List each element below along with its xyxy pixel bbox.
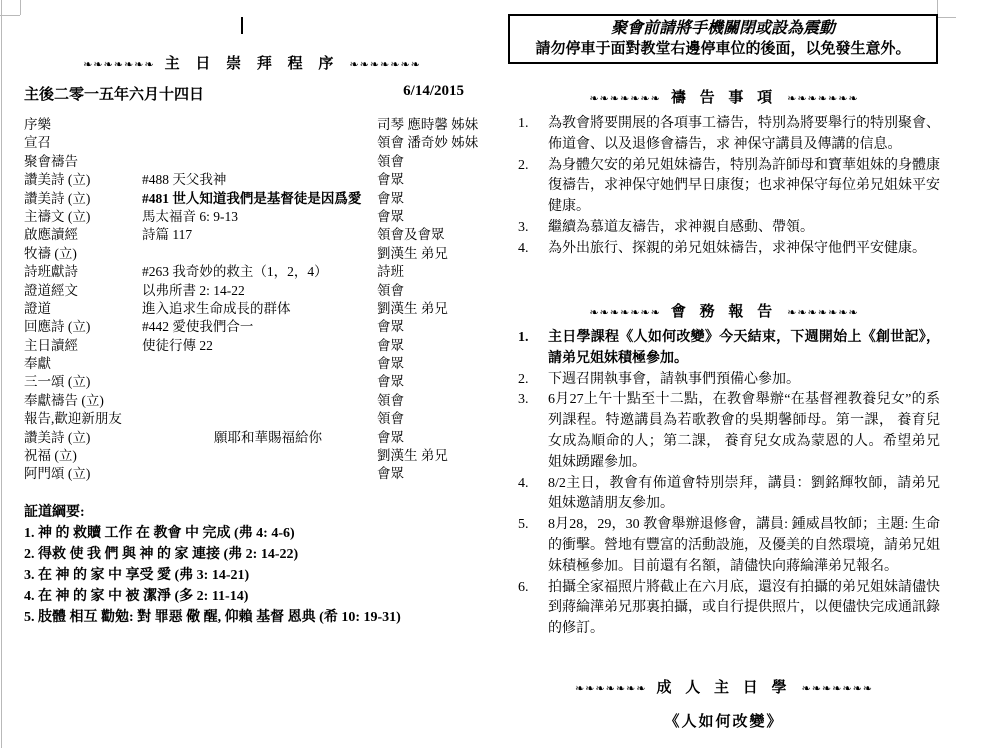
announcement-item <box>518 328 940 370</box>
program-item-detail: 使徒行傳 22 <box>142 337 213 353</box>
sermon-outline-points <box>24 523 480 628</box>
announcement-item <box>518 474 940 516</box>
program-item-label: 三一頌 (立) <box>24 374 91 390</box>
date-western: 6/14/2015 <box>403 83 464 99</box>
program-item-detail <box>142 447 377 465</box>
program-item-person: 會眾 <box>377 374 404 390</box>
program-item-person: 會眾 <box>377 319 404 335</box>
notice-box <box>508 14 938 64</box>
program-item-label: 啟應讀經 <box>24 227 78 243</box>
announcement-item <box>518 515 940 577</box>
program-item-detail: 馬太福音 6: 9-13 <box>142 208 238 224</box>
program-item-detail <box>142 465 377 483</box>
program-item-label: 宣召 <box>24 135 51 151</box>
announcements-list <box>518 328 940 640</box>
program-item-person: 會眾 <box>377 429 404 445</box>
notice-parking: 請勿停車于面對教堂右邊停車位的後面，以免發生意外。 <box>535 41 911 57</box>
program-item-person: 會眾 <box>377 190 404 206</box>
worship-program-title <box>24 52 480 73</box>
ornament-left-icon: ❧❧❧❧❧❧❧ <box>83 58 155 71</box>
program-item-label: 證道經文 <box>24 282 78 298</box>
program-item-person: 會眾 <box>377 208 404 224</box>
program-item-detail: #488 天父我神 <box>142 172 227 188</box>
sunday-school-heading-text: 成 人 主 日 學 <box>656 680 792 696</box>
date-line <box>24 83 464 104</box>
program-item-label: 聚會禱告 <box>24 153 78 169</box>
program-item-detail <box>142 373 377 391</box>
sunday-school-book-title: 《人如何改變》 <box>664 714 784 730</box>
program-item-person: 詩班 <box>377 264 404 280</box>
program-item-person: 會眾 <box>377 172 404 188</box>
program-item-label: 序樂 <box>24 117 51 132</box>
program-item-detail: #263 我奇妙的救主（1，2，4） <box>142 264 328 280</box>
item-text: 拍攝全家福照片將截止在六月底，還沒有拍攝的弟兄姐妹請儘快到蔣綸澕弟兄那裏拍攝，或自行提供照片，以便儘快完成通訊錄的修訂。 <box>548 579 940 637</box>
program-table <box>24 116 480 484</box>
program-item-person: 劉漢生 弟兄 <box>377 245 448 261</box>
item-number: 4. <box>518 240 529 256</box>
item-text: 主日學課程《人如何改變》今天結束，下週開始上《創世記》，請弟兄姐妹積極參加。 <box>548 330 940 366</box>
program-item-label: 主日讀經 <box>24 337 78 353</box>
program-row <box>24 447 480 465</box>
item-text: 下週召開執事會，請執事們預備心參加。 <box>548 371 800 387</box>
program-item-detail <box>142 410 377 428</box>
program-item-person: 領會 <box>377 153 404 169</box>
item-number: 1. <box>518 116 529 131</box>
program-row <box>24 190 480 208</box>
program-item-label: 阿門頌 (立) <box>24 466 91 482</box>
page-title: 主 日 崇 拜 程 序 <box>164 56 340 72</box>
ornament-left-icon: ❧❧❧❧❧❧❧ <box>589 306 661 319</box>
program-row <box>24 465 480 483</box>
sermon-point: 2. 得救 使 我 們 與 神 的 家 連接 (弗 2: 14-22) <box>24 547 299 562</box>
program-row <box>24 226 480 244</box>
program-item-person: 會眾 <box>377 466 404 482</box>
program-item-label: 讚美詩 (立) <box>24 172 91 188</box>
program-item-person: 領會及會眾 <box>377 227 445 243</box>
program-item-label: 讚美詩 (立) <box>24 429 91 445</box>
program-item-person: 領會 <box>377 392 404 408</box>
item-number: 6. <box>518 579 529 595</box>
item-text: 8/2主日，教會有佈道會特別崇拜，講員：劉銘輝牧師，請弟兄姐妹邀請朋友參加。 <box>548 475 940 512</box>
prayer-item <box>518 114 940 156</box>
program-item-person: 司琴 應時馨 姊妹 <box>377 117 479 132</box>
program-item-detail: #442 愛使我們合一 <box>142 319 254 335</box>
text-cursor <box>241 17 243 34</box>
prayer-item <box>518 218 940 239</box>
program-item-detail <box>142 245 377 263</box>
program-item-label: 主禱文 (立) <box>24 208 91 224</box>
program-item-person: 劉漢生 弟兄 <box>377 300 448 316</box>
prayer-section-heading <box>508 86 940 107</box>
program-item-detail <box>142 134 377 152</box>
program-row <box>24 171 480 189</box>
program-item-person: 劉漢生 弟兄 <box>377 448 448 464</box>
program-item-detail: 以弗所書 2: 14-22 <box>142 282 245 298</box>
program-item-detail <box>142 355 377 373</box>
sermon-point: 3. 在 神 的 家 中 享受 愛 (弗 3: 14-21) <box>24 568 250 583</box>
sunday-school-section-heading <box>508 676 940 697</box>
page-margin-mark-topright-h <box>937 17 956 18</box>
program-item-detail <box>142 153 377 171</box>
program-row <box>24 134 480 152</box>
item-text: 為身體欠安的弟兄姐妹禱告，特別為許師母和寶華姐妹的身體康復禱告，求神保守她們早日康復；也求神保守每位弟兄姐妹平安健康。 <box>548 157 940 215</box>
program-item-label: 奉獻 <box>24 356 51 372</box>
program-item-label: 回應詩 (立) <box>24 319 91 335</box>
ornament-left-icon: ❧❧❧❧❧❧❧ <box>574 682 647 695</box>
program-row <box>24 116 480 134</box>
program-item-label: 證道 <box>24 300 51 316</box>
program-item-detail <box>142 392 377 410</box>
date-chinese: 主後二零一五年六月十四日 <box>24 87 205 103</box>
item-number: 5. <box>518 517 529 533</box>
program-row <box>24 263 480 281</box>
ornament-right-icon: ❧❧❧❧❧❧❧ <box>349 58 421 71</box>
program-row <box>24 429 480 447</box>
program-row <box>24 282 480 300</box>
program-row <box>24 153 480 171</box>
prayer-item <box>518 156 940 218</box>
program-item-detail <box>142 116 377 134</box>
announcement-item <box>518 370 940 391</box>
program-item-label: 奉獻禱告 (立) <box>24 392 104 408</box>
program-row <box>24 392 480 410</box>
program-item-detail: 願耶和華賜福給你 <box>214 429 322 445</box>
announcements-section-heading <box>508 300 940 321</box>
announcement-item <box>518 390 940 473</box>
item-number: 4. <box>518 475 529 491</box>
program-item-person: 會眾 <box>377 356 404 372</box>
notice-phones: 聚會前請將手機關閉或設為震動 <box>610 20 835 37</box>
program-item-person: 會眾 <box>377 337 404 353</box>
ornament-right-icon: ❧❧❧❧❧❧❧ <box>787 92 859 105</box>
ornament-right-icon: ❧❧❧❧❧❧❧ <box>801 682 874 695</box>
announcements-heading-text: 會 務 報 告 <box>670 304 778 320</box>
item-number: 1. <box>518 330 529 345</box>
page-edge-line <box>1 0 2 748</box>
announcement-item <box>518 578 940 640</box>
program-row <box>24 373 480 391</box>
item-text: 為教會將要開展的各項事工禱告，特別為將要舉行的特別聚會、佈道會、以及退修會禱告，求 神保守講員及傳講的信息。 <box>548 116 940 152</box>
program-row <box>24 410 480 428</box>
program-row <box>24 337 480 355</box>
item-number: 2. <box>518 157 529 173</box>
page-margin-mark-topleft-h <box>0 15 20 16</box>
item-text: 繼續為慕道友禱告，求神親自感動、帶領。 <box>548 219 814 235</box>
item-number: 2. <box>518 371 529 387</box>
program-row <box>24 300 480 318</box>
program-item-label: 讚美詩 (立) <box>24 190 91 206</box>
item-text: 8月28，29，30 教會舉辦退修會，講員: 鍾威昌牧師；主題: 生命的衝擊。營地有豐富的活動設施，及優美的自然環境，請弟兄姐妹積極參加。目前還有名額，請儘快向蔣綸澕弟兄報名。 <box>548 517 940 574</box>
prayer-item <box>518 239 940 260</box>
program-item-detail: #481 世人知道我們是基督徒是因爲愛 <box>142 190 362 206</box>
sermon-point: 5. 肢體 相互 勸勉: 對 罪惡 儆 醒, 仰賴 基督 恩典 (希 10: 19-31) <box>24 610 401 625</box>
program-row <box>24 318 480 336</box>
program-item-detail: 進入追求生命成長的群体 <box>142 300 291 316</box>
program-item-label: 報告,歡迎新朋友 <box>24 411 122 427</box>
page-margin-mark-topleft-v <box>20 0 21 15</box>
program-row <box>24 245 480 263</box>
ornament-right-icon: ❧❧❧❧❧❧❧ <box>787 306 859 319</box>
program-item-label: 牧禱 (立) <box>24 245 77 261</box>
item-text: 為外出旅行、探親的弟兄姐妹禱告，求神保守他們平安健康。 <box>548 240 926 256</box>
prayer-heading-text: 禱 告 事 項 <box>670 90 778 106</box>
sermon-point: 4. 在 神 的 家 中 被 潔淨 (多 2: 11-14) <box>24 589 249 604</box>
ornament-left-icon: ❧❧❧❧❧❧❧ <box>589 92 661 105</box>
program-item-person: 領會 <box>377 411 404 427</box>
sermon-point: 1. 神 的 救贖 工作 在 教會 中 完成 (弗 4: 4-6) <box>24 526 295 541</box>
prayer-list <box>518 114 940 260</box>
program-item-detail: 詩篇 117 <box>142 227 193 243</box>
item-number: 3. <box>518 392 529 408</box>
program-item-label: 祝福 (立) <box>24 448 77 464</box>
program-row <box>24 355 480 373</box>
sermon-outline <box>24 502 480 628</box>
item-text: 6月27上午十點至十二點，在教會舉辦“在基督裡教養兒女”的系列課程。特邀講員為若歌教會的吳期馨師母。第一課， 養育兒女成為順命的人；第二課， 養育兒女成為蒙恩的人。希望弟兄姐妹踴躍參加。 <box>548 392 940 470</box>
program-row <box>24 208 480 226</box>
sermon-outline-heading: 証道綱要: <box>24 505 85 520</box>
item-number: 3. <box>518 219 529 235</box>
program-item-person: 領會 <box>377 282 404 298</box>
program-item-label: 詩班獻詩 <box>24 264 78 280</box>
program-item-person: 領會 潘奇妙 姊妹 <box>377 135 479 151</box>
